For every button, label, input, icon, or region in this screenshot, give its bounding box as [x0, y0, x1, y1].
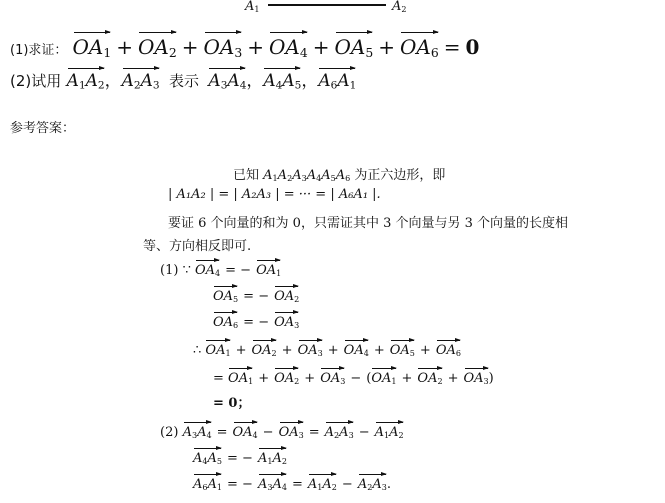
question-2: (2)试用 $A_1A_2$，$A_2A_3$ 表示 $A_3A_4$，$A_4A_5$，$A_6A_1$	[10, 66, 356, 92]
zero-vector: 0	[465, 35, 480, 59]
solution-para-1: 要证 6 个向量的和为 0，只需证其中 3 个向量与另 3 个向量的长度相	[168, 216, 569, 231]
part1-line-2: $OA_5$ = − $OA_2$	[213, 284, 299, 304]
part1-sum: ∴ $OA_1 + OA_2 + OA_3 + OA_4 + OA_5 + OA_6$	[193, 338, 461, 358]
answer-heading: 参考答案：	[10, 121, 76, 136]
part1-substitute: = $OA_1 + OA_2 + OA_3 - (OA_1 + OA_2 + OA_3)$	[213, 366, 494, 386]
question-2-prefix: (2)试用	[10, 72, 62, 90]
solution-intro: 已知 $A_1A_2A_3A_4A_5A_6$ 为正六边形，即	[233, 168, 446, 183]
figure-segment	[268, 4, 386, 6]
solution-para-2: 等、方向相反即可.	[143, 239, 252, 254]
part2-line-1: (2) $A_3A_4 = OA_4 - OA_3 = A_2A_3 - A_1A_2$	[160, 420, 404, 440]
part1-line-3: $OA_6$ = − $OA_3$	[213, 310, 299, 330]
question-2-middle: 表示	[169, 72, 200, 90]
question-1-prefix: (1)求证：	[10, 43, 68, 58]
figure-label-a2: $A_2$	[392, 0, 407, 14]
part1-result: = 0；	[213, 396, 251, 411]
part2-line-3: $A_6A_1$ = − $A_3A_4 = A_1A_2 - A_2A_3$.	[193, 472, 391, 492]
equal-sides: | A₁A₂ | = | A₂A₃ | = ··· = | A₆A₁ |.	[168, 187, 381, 202]
question-1	[10, 30, 479, 60]
part1-line-1: (1) ∵ $OA_4$ = − $OA_1$	[160, 258, 281, 278]
part2-line-2: $A_4A_5$ = − $A_1A_2$	[193, 446, 287, 466]
question-1-equation: $OA_1 + OA_2 + OA_3 + OA_4 + OA_5 + OA_6 = 0$	[73, 35, 480, 59]
figure-label-a1: $A_1$	[245, 0, 260, 14]
